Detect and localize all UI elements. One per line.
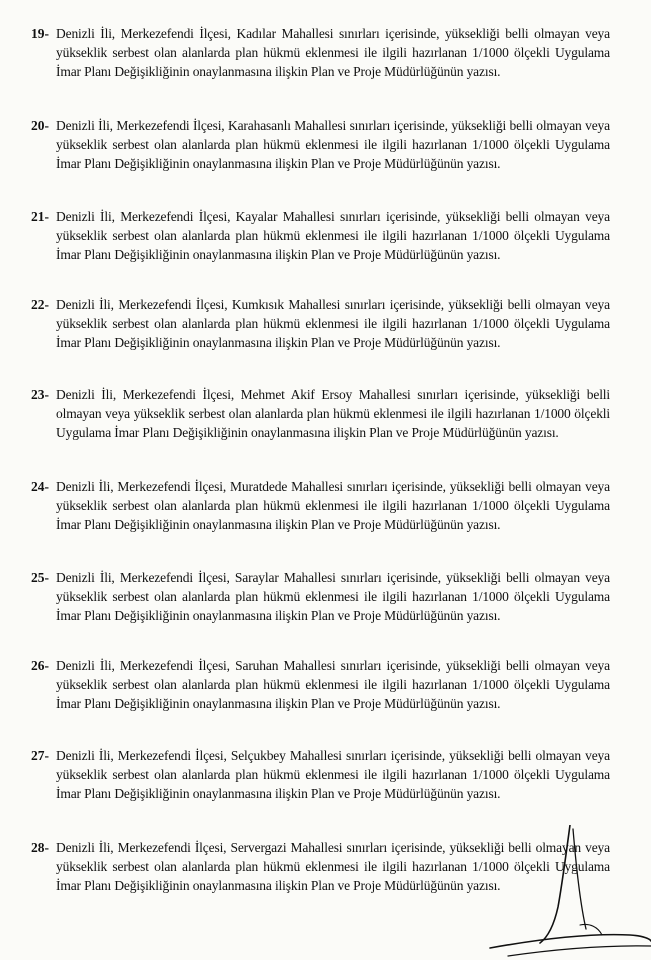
agenda-item-24 bbox=[31, 477, 610, 534]
item-number: 28- bbox=[31, 840, 49, 855]
item-number: 27- bbox=[31, 748, 49, 763]
item-number: 25- bbox=[31, 570, 49, 585]
agenda-item-26 bbox=[31, 656, 610, 713]
item-text: Denizli İli, Merkezefendi İlçesi, Kayalar Mahallesi sınırları içerisinde, yüksekliği belli olmayan veya yükseklik serbest olan alanlarda plan hükmü eklenmesi ile ilgili hazırlanan 1/1000 ölçekli Uygulama İmar Planı Değişikliğinin onaylanmasına ilişkin Plan ve Proje Müdürlüğünün yazısı. bbox=[56, 209, 610, 262]
item-text: Denizli İli, Merkezefendi İlçesi, Mehmet Akif Ersoy Mahallesi sınırları içerisinde, yüksekliği belli olmayan veya yükseklik serbest olan alanlarda plan hükmü eklenmesi ile ilgili hazırlanan 1/1000 ölçekli Uygulama İmar Planı Değişikliğinin onaylanmasına ilişkin Plan ve Proje Müdürlüğünün yazısı. bbox=[56, 387, 610, 440]
agenda-item-21 bbox=[31, 207, 610, 264]
item-text: Denizli İli, Merkezefendi İlçesi, Kumkısık Mahallesi sınırları içerisinde, yüksekliği belli olmayan veya yükseklik serbest olan alanlarda plan hükmü eklenmesi ile ilgili hazırlanan 1/1000 ölçekli Uygulama İmar Planı Değişikliğinin onaylanmasına ilişkin Plan ve Proje Müdürlüğünün yazısı. bbox=[56, 297, 610, 350]
agenda-item-20 bbox=[31, 116, 610, 173]
item-number: 26- bbox=[31, 658, 49, 673]
agenda-item-19 bbox=[31, 24, 610, 81]
item-text: Denizli İli, Merkezefendi İlçesi, Selçukbey Mahallesi sınırları içerisinde, yüksekliği belli olmayan veya yükseklik serbest olan alanlarda plan hükmü eklenmesi ile ilgili hazırlanan 1/1000 ölçekli Uygulama İmar Planı Değişikliğinin onaylanmasına ilişkin Plan ve Proje Müdürlüğünün yazısı. bbox=[56, 748, 610, 801]
item-number: 20- bbox=[31, 118, 49, 133]
agenda-item-22 bbox=[31, 295, 610, 352]
item-text: Denizli İli, Merkezefendi İlçesi, Karahasanlı Mahallesi sınırları içerisinde, yüksekliği belli olmayan veya yükseklik serbest olan alanlarda plan hükmü eklenmesi ile ilgili hazırlanan 1/1000 ölçekli Uygulama İmar Planı Değişikliğinin onaylanmasına ilişkin Plan ve Proje Müdürlüğünün yazısı. bbox=[56, 118, 610, 171]
item-number: 21- bbox=[31, 209, 49, 224]
item-text: Denizli İli, Merkezefendi İlçesi, Servergazi Mahallesi sınırları içerisinde, yüksekliği belli olmayan veya yükseklik serbest olan alanlarda plan hükmü eklenmesi ile ilgili hazırlanan 1/1000 ölçekli Uygulama İmar Planı Değişikliğinin onaylanmasına ilişkin Plan ve Proje Müdürlüğünün yazısı. bbox=[56, 840, 610, 893]
item-text: Denizli İli, Merkezefendi İlçesi, Saraylar Mahallesi sınırları içerisinde, yüksekliği belli olmayan veya yükseklik serbest olan alanlarda plan hükmü eklenmesi ile ilgili hazırlanan 1/1000 ölçekli Uygulama İmar Planı Değişikliğinin onaylanmasına ilişkin Plan ve Proje Müdürlüğünün yazısı. bbox=[56, 570, 610, 623]
agenda-item-25 bbox=[31, 568, 610, 625]
item-number: 22- bbox=[31, 297, 49, 312]
item-number: 23- bbox=[31, 387, 49, 402]
item-text: Denizli İli, Merkezefendi İlçesi, Muratdede Mahallesi sınırları içerisinde, yüksekliği belli olmayan veya yükseklik serbest olan alanlarda plan hükmü eklenmesi ile ilgili hazırlanan 1/1000 ölçekli Uygulama İmar Planı Değişikliğinin onaylanmasına ilişkin Plan ve Proje Müdürlüğünün yazısı. bbox=[56, 479, 610, 532]
item-number: 24- bbox=[31, 479, 49, 494]
agenda-item-23 bbox=[31, 385, 610, 442]
handwritten-signature bbox=[430, 825, 651, 960]
item-text: Denizli İli, Merkezefendi İlçesi, Kadılar Mahallesi sınırları içerisinde, yüksekliği belli olmayan veya yükseklik serbest olan alanlarda plan hükmü eklenmesi ile ilgili hazırlanan 1/1000 ölçekli Uygulama İmar Planı Değişikliğinin onaylanmasına ilişkin Plan ve Proje Müdürlüğünün yazısı. bbox=[56, 26, 610, 79]
item-text: Denizli İli, Merkezefendi İlçesi, Saruhan Mahallesi sınırları içerisinde, yüksekliği belli olmayan veya yükseklik serbest olan alanlarda plan hükmü eklenmesi ile ilgili hazırlanan 1/1000 ölçekli Uygulama İmar Planı Değişikliğinin onaylanmasına ilişkin Plan ve Proje Müdürlüğünün yazısı. bbox=[56, 658, 610, 711]
item-number: 19- bbox=[31, 26, 49, 41]
agenda-item-27 bbox=[31, 746, 610, 803]
